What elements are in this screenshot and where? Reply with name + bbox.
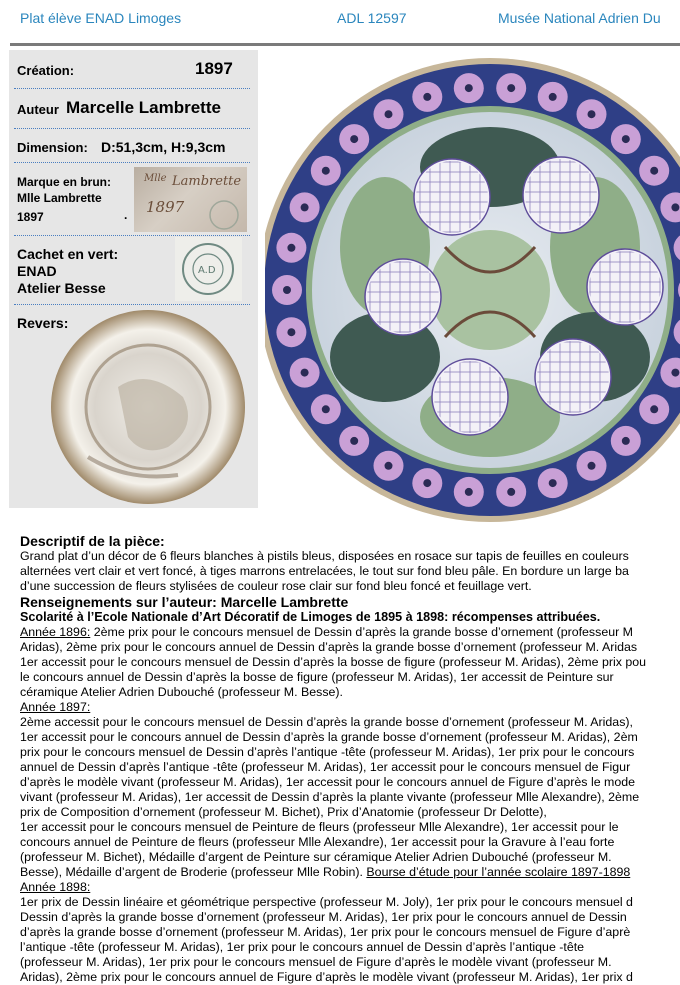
divider [14,162,250,163]
border-flower-center [350,437,358,445]
award-line: céramique Atelier Adrien Dubouché (professeur M. Besse). [20,685,344,699]
divider [14,304,250,305]
reverse-plate [48,307,248,507]
border-flower-center [465,488,473,496]
award-line: Aridas), 2ème prix pour le concours annuel de Figure d’après le modèle vivant (professeur M. Aridas), 1er prix d [20,970,633,984]
stamp-text: A.D [198,265,216,276]
award-line: 1er accessit pour le concours mensuel de Dessin d’après la bosse de figure (professeur M. Aridas), 2ème prix pou [20,655,647,669]
author-name: Marcelle Lambrette [66,98,221,117]
year-1896: Année 1896: [20,625,91,639]
school-title: Scolarité à l’Ecole Nationale d’Art Décoratif de Limoges de 1895 à 1898: récompenses attribuées. [20,610,601,624]
border-flower-center [549,93,557,101]
description-line: d’une succession de fleurs stylisées de couleur rose clair sur fond bleu foncé et feuillage vert. [20,579,532,593]
award-line: prix pour le concours mensuel de Dessin d’après l’antique -tête (professeur M. Aridas), 1er prix pour le concours [20,745,635,759]
border-flower-center [465,84,473,92]
creation-label: Création: [17,63,75,78]
award-line: 1er accessit pour le concours annuel de Dessin d’après la grande bosse d’ornement (professeur M. Aridas), 2èm [20,730,638,744]
info-panel [9,50,258,508]
signature-text: Lambrette [172,174,242,189]
border-flower-center [650,405,658,413]
border-flower-center [622,437,630,445]
border-flower-center [423,479,431,487]
border-flower-center [385,462,393,470]
border-flower-center [301,203,309,211]
stamp-line-2: ENAD [17,263,57,279]
award-line: 2ème accessit pour le concours mensuel de Dessin d’après la grande bosse d’ornement (professeur M. Aridas), [20,715,633,729]
award-line: vivant (professeur M. Aridas), 1er accessit de Dessin d’après la plante vivante (professeur Mlle Alexandre), 2ème [20,790,640,804]
revers-label: Revers: [17,315,69,331]
border-flower-center [301,369,309,377]
dimension-value: D:51,3cm, H:9,3cm [101,139,226,155]
header-title: Plat élève ENAD Limoges [20,10,182,26]
border-flower-center [283,286,291,294]
header-rule [10,43,680,46]
border-flower-center [322,167,330,175]
svg-text:Mlle: Mlle [144,173,167,184]
award-line: d’après le modèle vivant (professeur M. Aridas), 1er accessit pour le concours annuel de Figure d’après le mode [20,775,636,789]
stamp-line-3: Atelier Besse [17,280,106,296]
stamp-photo [175,237,242,301]
divider [14,128,250,129]
plate-graphic [265,47,680,537]
stamp-graphic [175,237,242,301]
plate-photo [265,47,680,537]
author-info-title: Renseignements sur l’auteur: Marcelle Lambrette [20,594,349,610]
award-line: Besse), Médaille d’argent de Broderie (professeur Mlle Robin). [20,865,367,879]
border-flower-center [385,110,393,118]
mark-line-2: Mlle Lambrette [17,191,102,205]
award-line: 1er accessit pour le concours mensuel de Peinture de fleurs (professeur Mlle Alexandre), 1er accessit pour le [20,820,619,834]
mark-line-1: Marque en brun: [17,175,112,189]
border-flower-center [588,110,596,118]
creation-year: 1897 [195,59,233,78]
description-line: Grand plat d’un décor de 6 fleurs blanches à pistils bleus, disposées en rosace sur tapis de feuilles en couleurs [20,549,629,563]
mark-line-3: 1897 [17,210,44,224]
border-flower-center [671,369,679,377]
award-line: le concours annuel de Dessin d’après la bosse de figure (professeur M. Aridas), 1er accessit de Peinture sur [20,670,614,684]
border-flower-center [507,84,515,92]
mark-dot: . [124,208,128,222]
award-line: (professeur M. Bichet), Médaille d’argent de Peinture sur céramique Atelier Adrien Dubouché (professeur M. [20,850,612,864]
year-1897: Année 1897: [20,700,91,714]
award-line: concours annuel de Peinture de fleurs (professeur Mlle Alexandre), 1er accessit pour la Gravure à l’eau forte [20,835,615,849]
award-line: 1er prix de Dessin linéaire et géométrique perspective (professeur M. Joly), 1er prix pour le concours mensuel d [20,895,633,909]
award-line: prix de Composition d’ornement (professeur M. Bichet), Prix d’Anatomie (professeur Dr Delotte), [20,805,547,819]
stamp-line-1: Cachet en vert: [17,246,119,262]
dimension-label: Dimension: [17,140,88,155]
divider [14,88,250,89]
border-flower-center [287,244,295,252]
border-flower-center [671,203,679,211]
border-flower-center [423,93,431,101]
reverse-photo [48,307,248,507]
award-line: annuel de Dessin d’après l’antique -tête (professeur M. Aridas), 1er accessit pour le concours mensuel de Figur [20,760,631,774]
border-flower-center [588,462,596,470]
award-line: l’antique -tête (professeur M. Aridas), 1er prix pour le concours annuel de Dessin d’après l’antique -tête [20,940,585,954]
header-inventory-number: ADL 12597 [337,10,407,26]
description-text [20,533,680,985]
header-museum: Musée National Adrien Du [498,10,661,26]
signature-graphic [134,167,247,232]
border-flower-center [549,479,557,487]
scholarship: Bourse d’étude pour l’année scolaire 1897-1898 [366,865,631,879]
border-flower-center [350,135,358,143]
year-1898: Année 1898: [20,880,91,894]
border-flower-center [322,405,330,413]
border-flower-center [287,328,295,336]
border-flower-center [507,488,515,496]
description-line: alternées vert clair et vert foncé, à tiges marrons entrelacées, le tout sur fond bleu pâle. En bordure un large ba [20,564,629,578]
divider [14,235,250,236]
award-line: d’après la grande bosse d’ornement (professeur M. Aridas), 1er prix pour le concours mensuel de Figure d’aprè [20,925,631,939]
border-flower-center [622,135,630,143]
award-line: (professeur M. Aridas), 1er prix pour le concours mensuel de Figure d’après le modèle vivant (professeur M. [20,955,612,969]
award-line: Dessin d’après la grande bosse d’ornement (professeur M. Aridas), 1er prix pour le concours annuel de Dessin [20,910,627,924]
signature-year: 1897 [146,198,185,216]
border-flower-center [650,167,658,175]
award-line: 2ème prix pour le concours mensuel de Dessin d’après la grande bosse d’ornement (professeur M [90,625,633,639]
page-header [0,0,680,40]
description-title: Descriptif de la pièce: [20,533,165,549]
award-line: Aridas), 2ème prix pour le concours annuel de Dessin d’après la grande bosse d’ornement (professeur M. Aridas [20,640,638,654]
signature-photo [134,167,247,232]
author-label: Auteur [17,102,59,117]
